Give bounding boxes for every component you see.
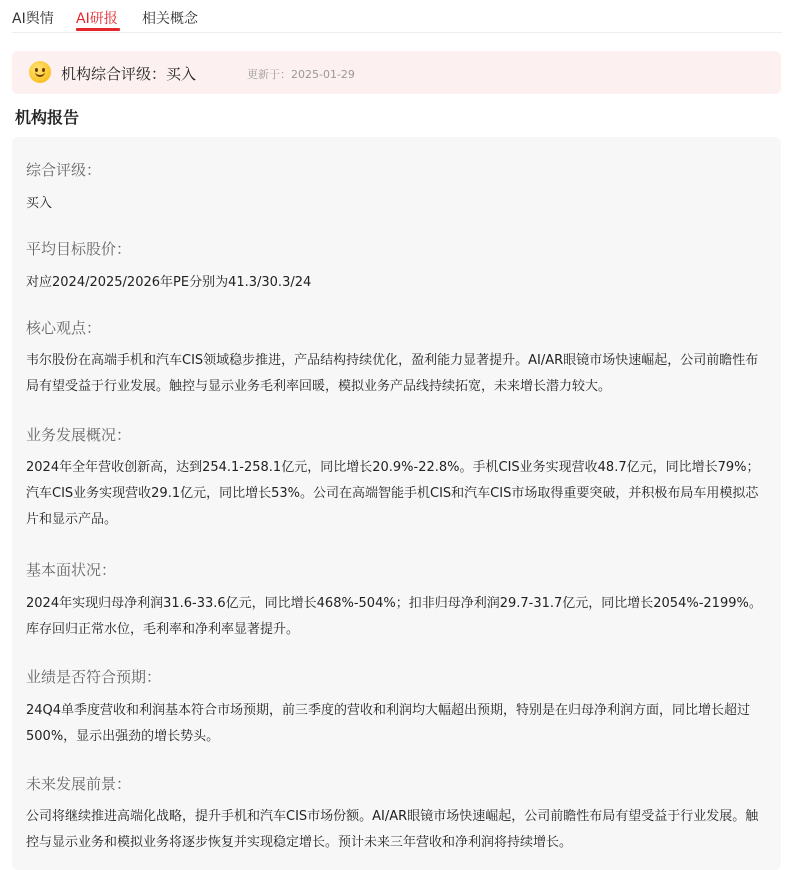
report-content-rating: 买入 <box>26 196 53 211</box>
report-content-target-price: 对应2024/2025/2026年PE分别为41.3/30.3/24 <box>26 275 312 290</box>
updated-date: 更新于：2025-01-29 <box>247 68 355 81</box>
smiley-icon <box>29 61 51 83</box>
report-heading-expectation: 业绩是否符合预期： <box>26 668 162 686</box>
report-heading-core-view: 核心观点： <box>26 319 102 337</box>
tab-related-concepts[interactable]: 相关概念 <box>142 11 198 27</box>
report-heading-fundamentals: 基本面状况： <box>26 561 117 579</box>
report-content-expectation: 24Q4单季度营收和利润基本符合市场预期，前三季度的营收和利润均大幅超出预期，特别是在归母净利润方面，同比增长超过500%，显示出强劲的增长势头。 <box>26 703 751 744</box>
report-panel <box>12 137 781 870</box>
report-content-outlook: 公司将继续推进高端化战略，提升手机和汽车CIS市场份额。AI/AR眼镜市场快速崛起，公司前瞻性布局有望受益于行业发展。触控与显示业务和模拟业务将逐步恢复并实现稳定增长。预计未来三年营收和净利润将持续增长。 <box>26 809 759 850</box>
active-tab-indicator <box>76 28 120 31</box>
report-heading-rating: 综合评级： <box>26 161 102 179</box>
report-content-business: 2024年全年营收创新高，达到254.1-258.1亿元，同比增长20.9%-22.8%。手机CIS业务实现营收48.7亿元，同比增长79%；汽车CIS业务实现营收29.1亿元，同比增长53%。公司在高端智能手机CIS和汽车CIS市场取得重要突破，并积极布局车用模拟芯片和显示产品。 <box>26 460 760 527</box>
tab-bar <box>12 0 782 33</box>
tab-ai-sentiment[interactable]: AI舆情 <box>12 11 54 27</box>
overall-rating: 机构综合评级：买入 <box>61 65 197 83</box>
tab-ai-research[interactable]: AI研报 <box>76 11 118 27</box>
report-heading-outlook: 未来发展前景： <box>26 775 132 793</box>
rating-banner <box>12 51 781 94</box>
report-content-core-view: 韦尔股份在高端手机和汽车CIS领域稳步推进，产品结构持续优化，盈利能力显著提升。AI/AR眼镜市场快速崛起，公司前瞻性布局有望受益于行业发展。触控与显示业务毛利率回暖，模拟业务产品线持续拓宽，未来增长潜力较大。 <box>26 353 759 394</box>
report-heading-business: 业务发展概况： <box>26 426 132 444</box>
section-title: 机构报告 <box>15 108 80 127</box>
report-content-fundamentals: 2024年实现归母净利润31.6-33.6亿元，同比增长468%-504%；扣非归母净利润29.7-31.7亿元，同比增长2054%-2199%。库存回归正常水位，毛利率和净利率显著提升。 <box>26 596 762 637</box>
report-heading-target-price: 平均目标股价： <box>26 240 132 258</box>
